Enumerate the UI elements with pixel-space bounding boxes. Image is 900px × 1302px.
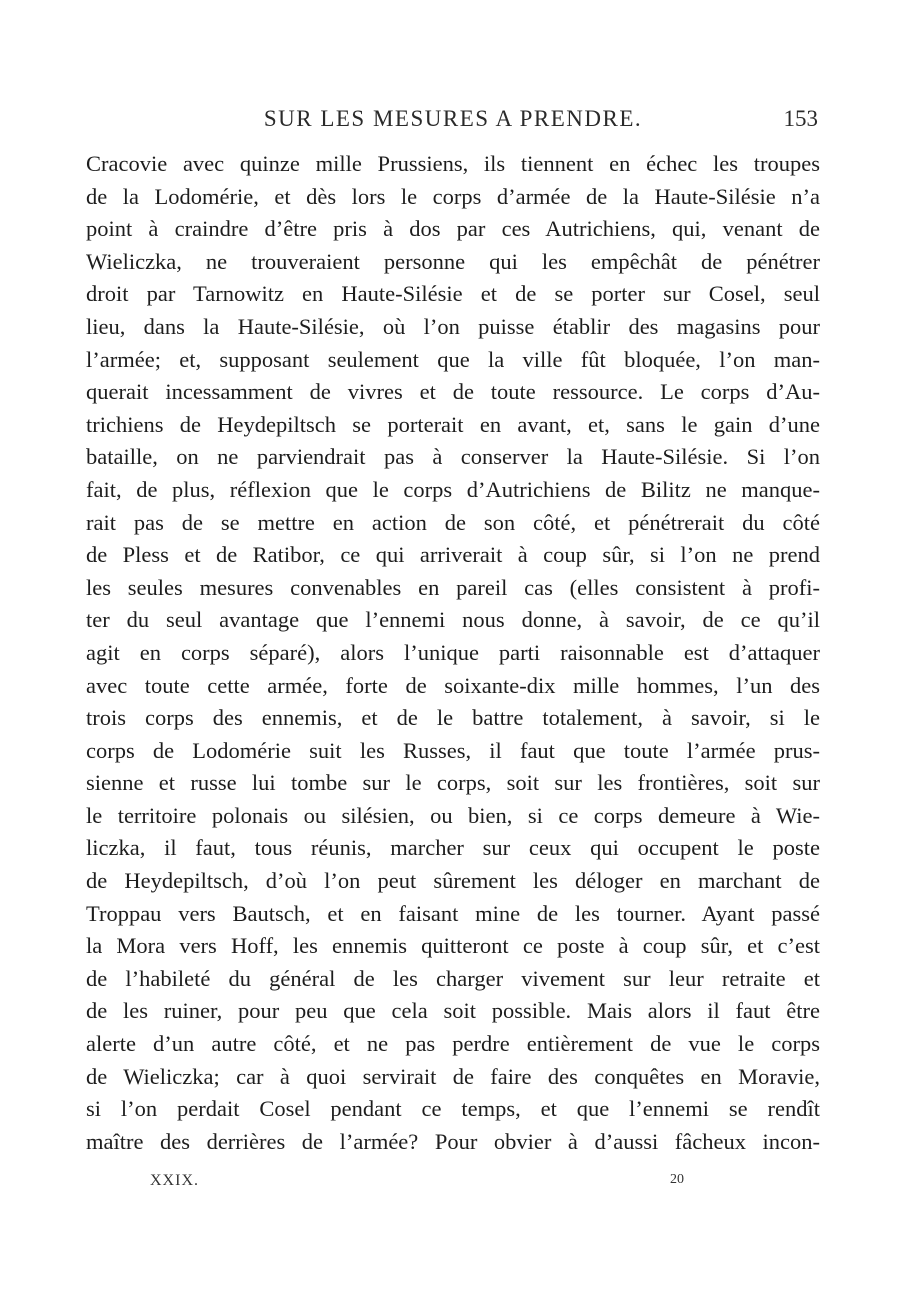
text-line: de Pless et de Ratibor, ce qui arriverait à coup sûr, si l’on ne prend — [86, 542, 820, 568]
text-line: alerte d’un autre côté, et ne pas perdre entièrement de vue le corps — [86, 1031, 820, 1057]
page-footer — [86, 1172, 820, 1196]
text-line: fait, de plus, réflexion que le corps d’Autrichiens de Bilitz ne manque- — [86, 476, 820, 502]
running-head — [86, 106, 820, 138]
text-line: si l’on perdait Cosel pendant ce temps, et que l’ennemi se rendît — [86, 1096, 820, 1122]
text-line: querait incessamment de vivres et de toute ressource. Le corps d’Au- — [86, 379, 820, 405]
text-line: maître des derrières de l’armée? Pour obvier à d’aussi fâcheux incon- — [86, 1128, 820, 1154]
running-title: SUR LES MESURES A PRENDRE. — [263, 106, 643, 131]
text-line: corps de Lodomérie suit les Russes, il faut que toute l’armée prus- — [86, 737, 820, 763]
text-line: de Heydepiltsch, d’où l’on peut sûrement les déloger en marchant de — [86, 868, 820, 894]
text-line: le territoire polonais ou silésien, ou bien, si ce corps demeure à Wie- — [86, 802, 820, 828]
text-line: agit en corps séparé), alors l’unique parti raisonnable est d’attaquer — [86, 639, 820, 665]
text-line: trichiens de Heydepiltsch se porterait en avant, et, sans le gain d’une — [86, 411, 820, 437]
text-line: de la Lodomérie, et dès lors le corps d’armée de la Haute-Silésie n’a — [86, 183, 820, 209]
text-line: liczka, il faut, tous réunis, marcher sur ceux qui occupent le poste — [86, 835, 820, 861]
text-line: l’armée; et, supposant seulement que la ville fût bloquée, l’on man- — [86, 346, 820, 372]
text-line: trois corps des ennemis, et de le battre totalement, à savoir, si le — [86, 705, 820, 731]
text-line: droit par Tarnowitz en Haute-Silésie et de se porter sur Cosel, seul — [86, 281, 820, 307]
text-line: avec toute cette armée, forte de soixante-dix mille hommes, l’un des — [86, 672, 820, 698]
text-line: bataille, on ne parviendrait pas à conserver la Haute-Silésie. Si l’on — [86, 444, 820, 470]
text-line: de Wieliczka; car à quoi servirait de faire des conquêtes en Moravie, — [86, 1063, 820, 1089]
text-line: la Mora vers Hoff, les ennemis quitteront ce poste à coup sûr, et c’est — [86, 933, 820, 959]
body-text — [86, 148, 820, 1158]
text-line: point à craindre d’être pris à dos par ces Autrichiens, qui, venant de — [86, 216, 820, 242]
text-line: lieu, dans la Haute-Silésie, où l’on puisse établir des magasins pour — [86, 313, 820, 339]
text-line: Troppau vers Bautsch, et en faisant mine de les tourner. Ayant passé — [86, 900, 820, 926]
text-line: de les ruiner, pour peu que cela soit possible. Mais alors il faut être — [86, 998, 820, 1024]
page-number: 153 — [783, 106, 818, 131]
text-line: Cracovie avec quinze mille Prussiens, ils tiennent en échec les troupes — [86, 151, 820, 176]
text-line: sienne et russe lui tombe sur le corps, soit sur les frontières, soit sur — [86, 770, 820, 796]
sheet-number: 20 — [670, 1172, 684, 1187]
signature-mark: XXIX. — [150, 1172, 199, 1189]
text-line: ter du seul avantage que l’ennemi nous donne, à savoir, de ce qu’il — [86, 607, 820, 633]
text-line: rait pas de se mettre en action de son côté, et pénétrerait du côté — [86, 509, 820, 535]
text-line: les seules mesures convenables en pareil cas (elles consistent à profi- — [86, 574, 820, 600]
text-line: Wieliczka, ne trouveraient personne qui les empêchât de pénétrer — [86, 248, 820, 274]
text-line: de l’habileté du général de les charger vivement sur leur retraite et — [86, 965, 820, 991]
